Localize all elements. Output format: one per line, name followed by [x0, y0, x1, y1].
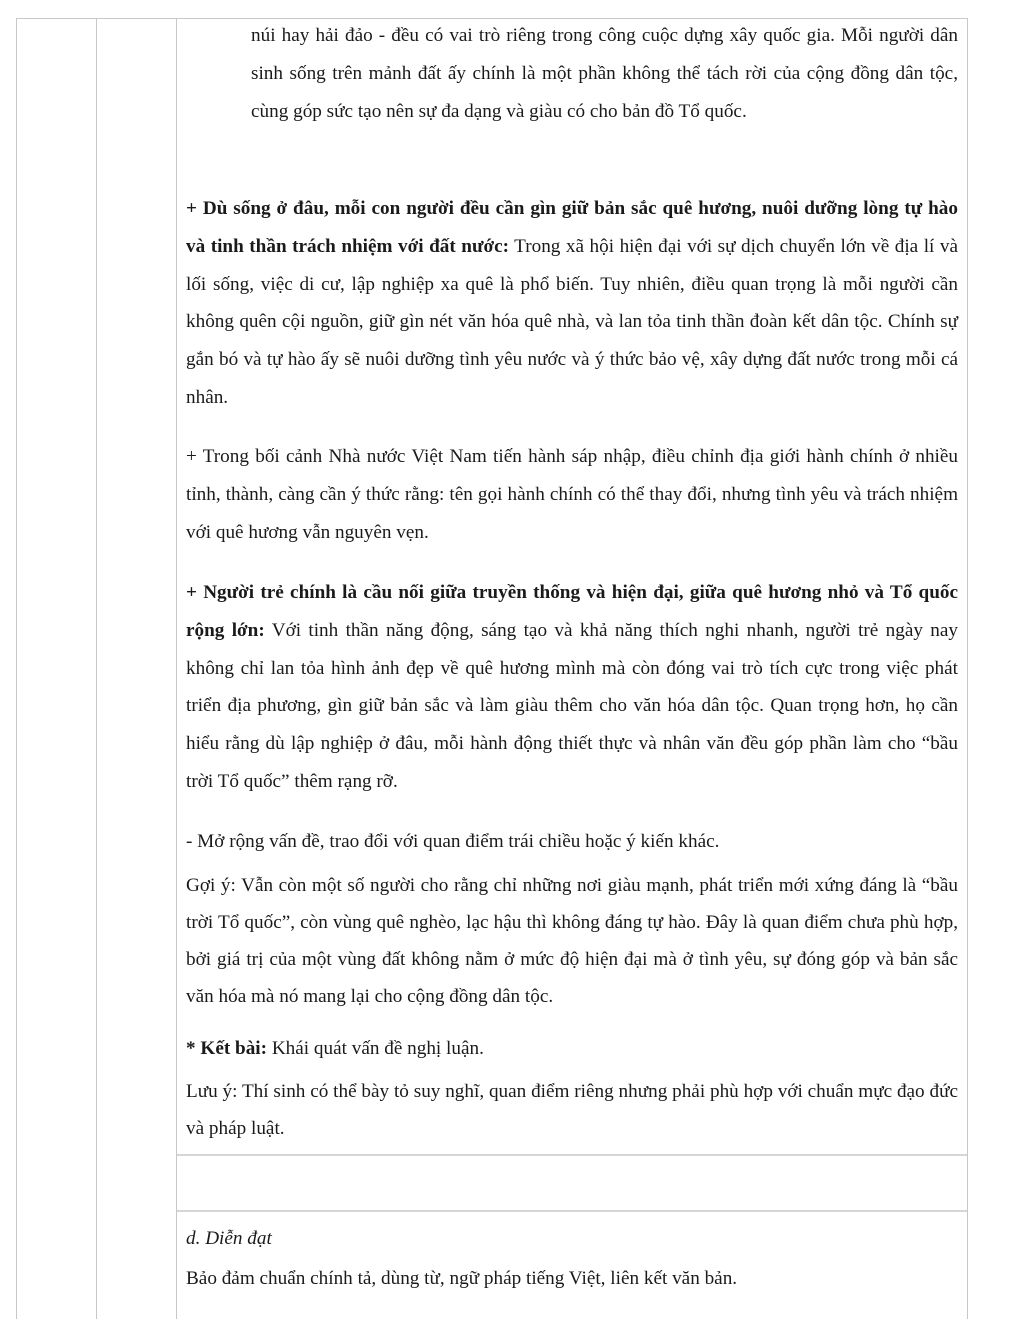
content-cell	[177, 19, 967, 1156]
point-1-heading: + Dù sống ở đâu, mỗi con người đều cần gìn giữ bản sắc quê hương, nuôi dưỡng lòng tự hào và tinh thần trách nhiệm với đất nước:	[186, 198, 958, 257]
section-d-cell	[177, 1212, 967, 1322]
expand-paragraph: - Mở rộng vấn đề, trao đổi với quan điểm trái chiều hoặc ý kiến khác.	[186, 831, 720, 852]
suggestion-paragraph: Gợi ý: Vẫn còn một số người cho rằng chỉ những nơi giàu mạnh, phát triển mới xứng đáng là “bầu trời Tổ quốc”, còn vùng quê nghèo, lạc hậu thì không đáng tự hào. Đây là quan điểm chưa phù hợp, bởi giá trị của một vùng đất không nằm ở mức độ hiện đại mà ở tình yêu, sự đóng góp và bản sắc văn hóa mà nó mang lại cho cộng đồng dân tộc.	[186, 875, 958, 1007]
intro-paragraph: núi hay hải đảo - đều có vai trò riêng trong công cuộc dựng xây quốc gia. Mỗi người dân sinh sống trên mảnh đất ấy chính là một phần không thể tách rời của cộng đồng dân tộc, cùng góp sức tạo nên sự đa dạng và giàu có cho bản đồ Tổ quốc.	[251, 25, 958, 122]
table-column-2	[97, 19, 177, 1319]
grading-table	[16, 18, 968, 1319]
table-column-1	[17, 19, 97, 1319]
conclusion-paragraph	[186, 1030, 958, 1068]
conclusion-heading: * Kết bài:	[186, 1038, 268, 1059]
point-1-text: Trong xã hội hiện đại với sự dịch chuyển lớn về địa lí và lối sống, việc di cư, lập nghiệp xa quê là phổ biến. Tuy nhiên, điều quan trọng là mỗi người cần không quên cội nguồn, giữ gìn nét văn hóa quê nhà, và lan tỏa tinh thần đoàn kết dân tộc. Chính sự gắn bó và tự hào ấy sẽ nuôi dưỡng tình yêu nước và ý thức bảo vệ, xây dựng đất nước trong mỗi cá nhân.	[186, 235, 959, 408]
note-paragraph: Lưu ý: Thí sinh có thể bày tỏ suy nghĩ, quan điểm riêng nhưng phải phù hợp với chuẩn mực đạo đức và pháp luật.	[186, 1081, 958, 1139]
point-1-paragraph	[186, 190, 958, 417]
empty-cell	[177, 1156, 967, 1212]
point-3-heading: + Người trẻ chính là cầu nối giữa truyền thống và hiện đại, giữa quê hương nhỏ và Tổ quốc rộng lớn:	[186, 582, 958, 641]
section-d-title-text: d. Diễn đạt	[186, 1228, 272, 1249]
conclusion-text: Khái quát vấn đề nghị luận.	[267, 1038, 484, 1059]
table-column-content	[177, 19, 967, 1319]
section-d-title	[186, 1220, 958, 1258]
point-2-paragraph: + Trong bối cảnh Nhà nước Việt Nam tiến hành sáp nhập, điều chỉnh địa giới hành chính ở nhiều tỉnh, thành, càng cần ý thức rằng: tên gọi hành chính có thể thay đổi, nhưng tình yêu và trách nhiệm với quê hương vẫn nguyên vẹn.	[186, 446, 958, 543]
section-d-text: Bảo đảm chuẩn chính tả, dùng từ, ngữ pháp tiếng Việt, liên kết văn bản.	[186, 1268, 738, 1289]
point-3-paragraph	[186, 574, 958, 801]
point-3-text: Với tinh thần năng động, sáng tạo và khả năng thích nghi nhanh, người trẻ ngày nay không chỉ lan tỏa hình ảnh đẹp về quê hương mình mà còn đóng vai trò tích cực trong việc phát triển địa phương, gìn giữ bản sắc và làm giàu thêm cho văn hóa dân tộc. Quan trọng hơn, họ cần hiểu rằng dù lập nghiệp ở đâu, mỗi hành động thiết thực và nhân văn đều góp phần làm cho “bầu trời Tổ quốc” thêm rạng rỡ.	[186, 619, 958, 792]
